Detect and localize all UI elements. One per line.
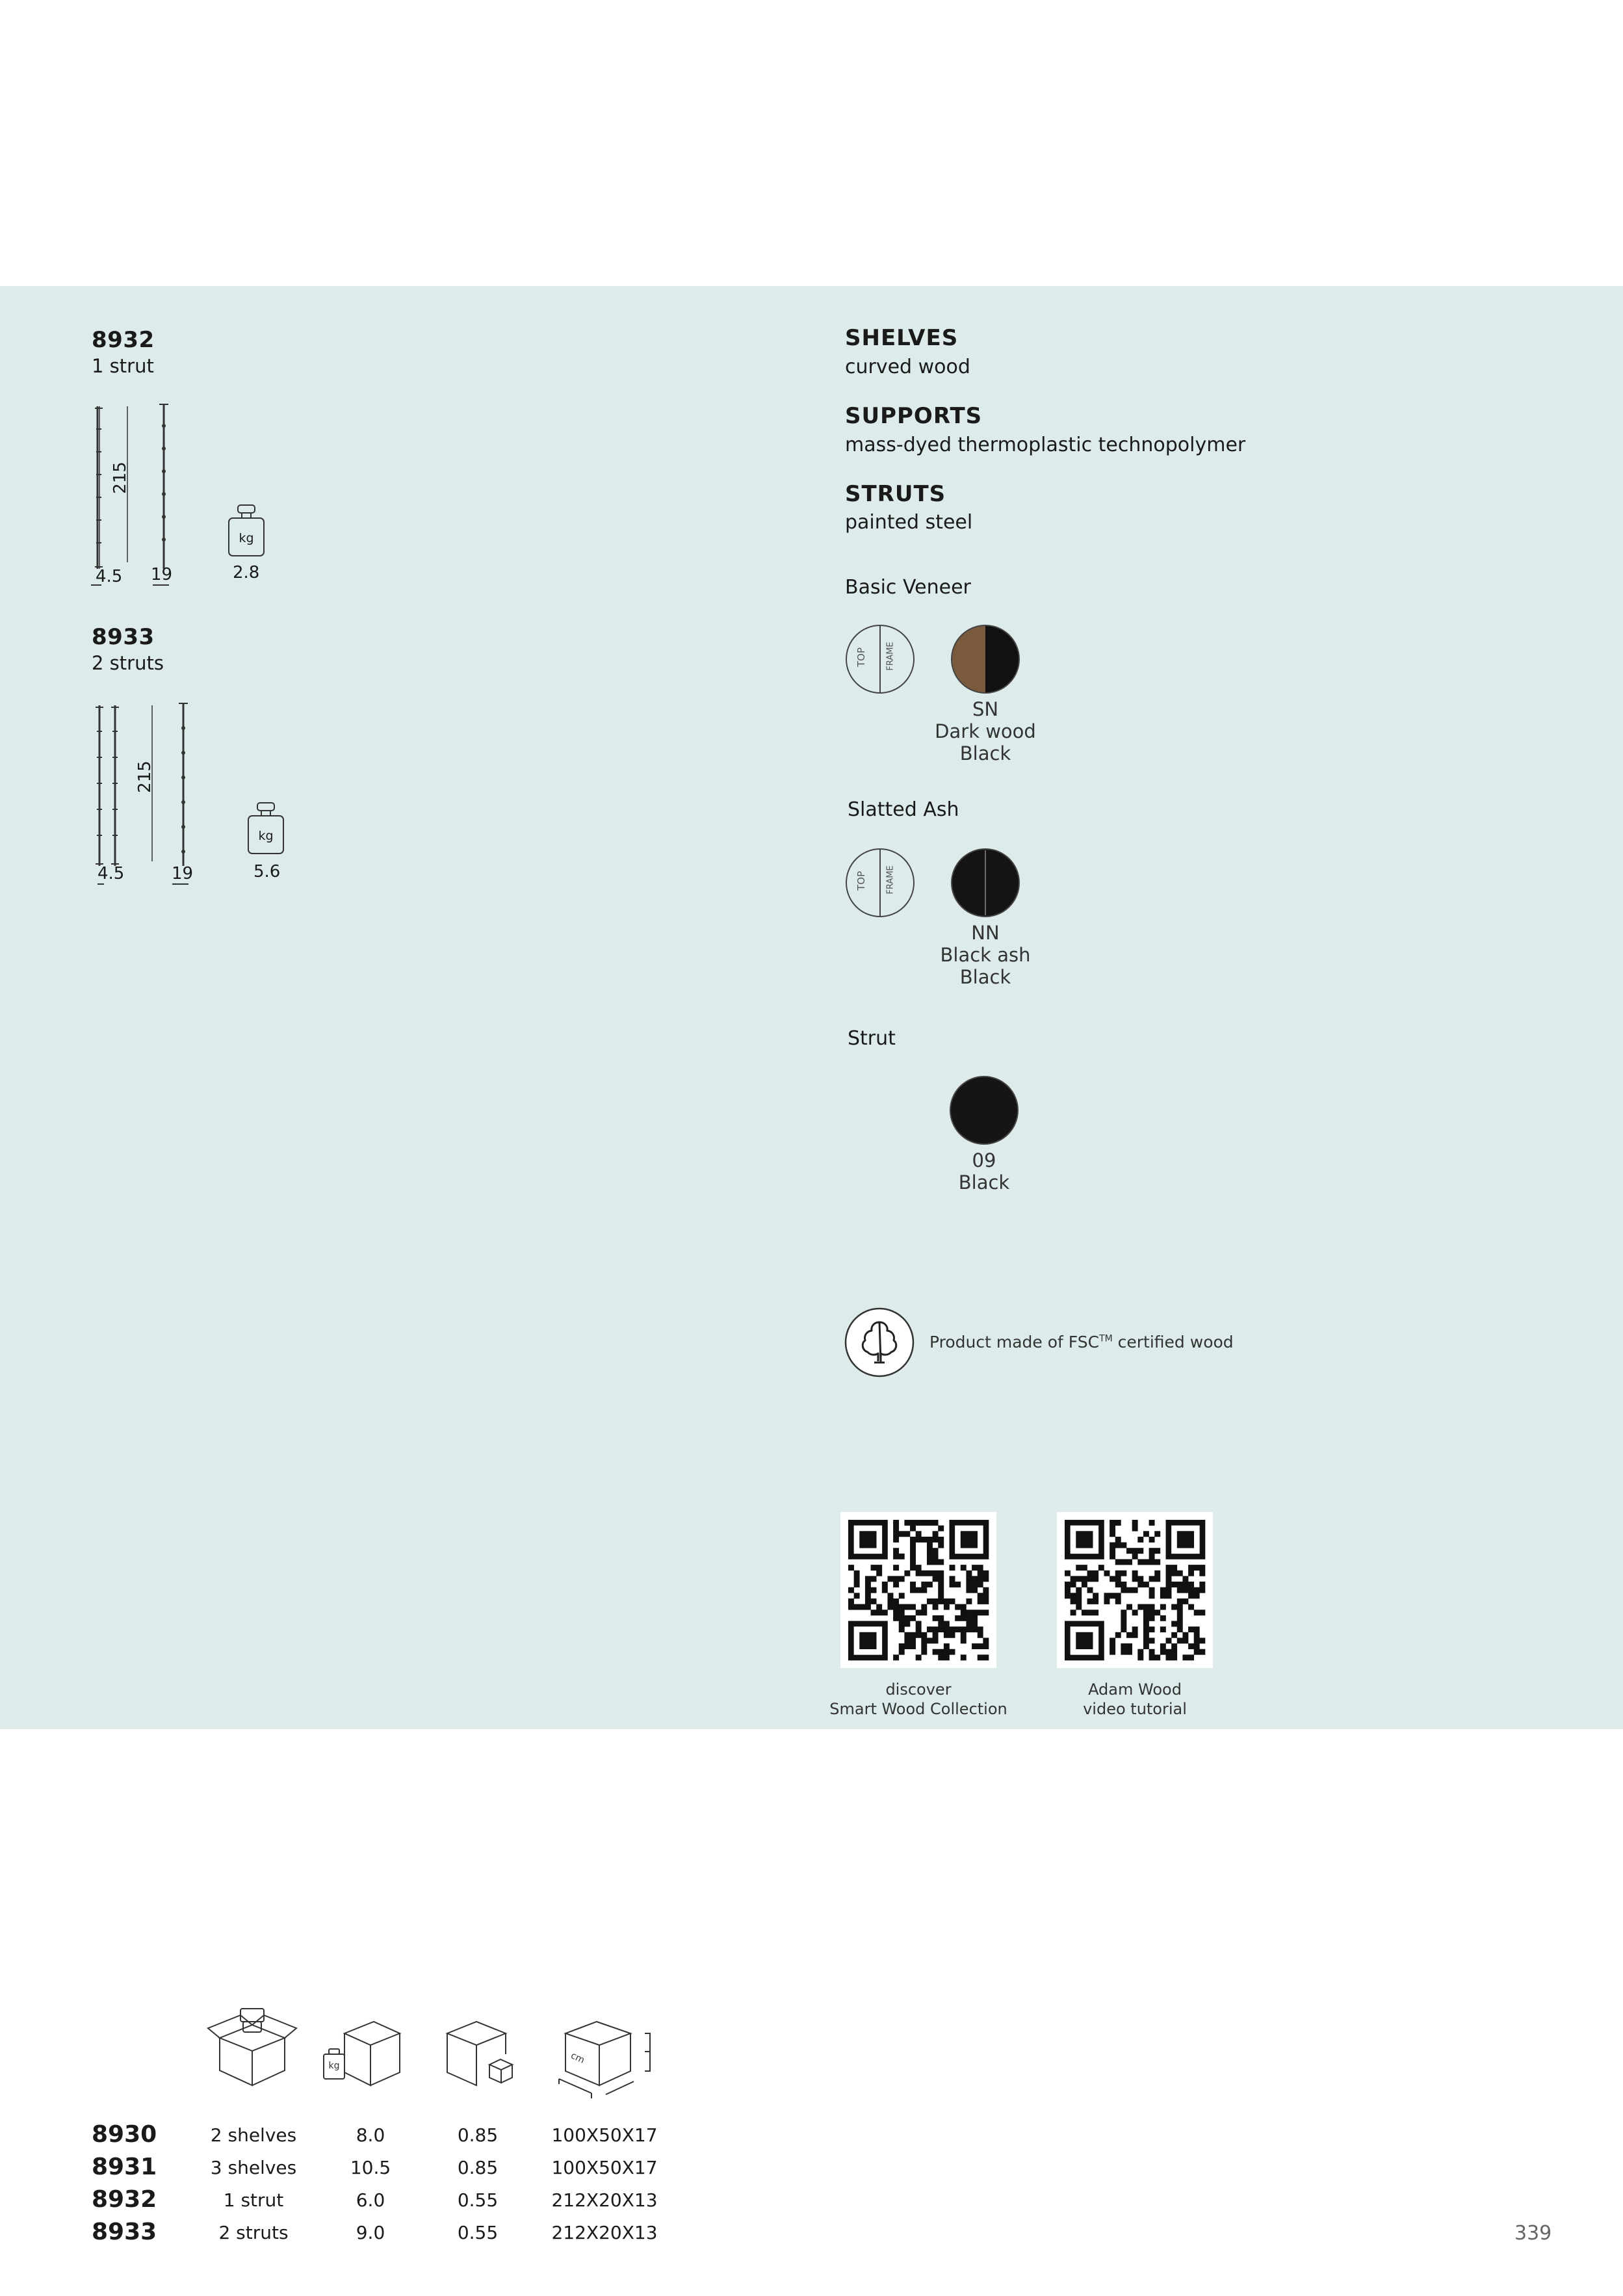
- diameter-label: 4.5: [96, 567, 123, 586]
- package-contents-icon: [207, 2002, 301, 2090]
- table-cell-weight: 9.0: [356, 2222, 385, 2243]
- table-cell-volume: 0.55: [457, 2222, 499, 2243]
- table-row-code: 8931: [92, 2154, 157, 2180]
- width-label: 19: [172, 864, 194, 883]
- table-cell-contents: 3 shelves: [210, 2157, 297, 2178]
- width-label: 19: [151, 565, 173, 584]
- page-number: 339: [1514, 2222, 1552, 2245]
- table-cell-contents: 2 struts: [218, 2222, 289, 2243]
- finish-swatch-nn[interactable]: [950, 848, 1020, 918]
- diameter-label: 4.5: [97, 864, 125, 883]
- material-title: SUPPORTS: [845, 403, 983, 429]
- struts-drawing: [84, 696, 292, 891]
- product-description: 1 strut: [92, 355, 154, 377]
- table-row-code: 8933: [92, 2219, 157, 2245]
- table-cell-dimensions: 100X50X17: [551, 2124, 658, 2146]
- finish-name: Black ash: [940, 944, 1031, 966]
- table-cell-weight: 10.5: [350, 2157, 391, 2178]
- finish-section-title: Basic Veneer: [845, 576, 971, 599]
- height-label: 215: [110, 462, 130, 494]
- table-cell-volume: 0.55: [457, 2189, 499, 2211]
- finish-color: Black: [959, 966, 1011, 988]
- material-title: STRUTS: [845, 481, 946, 507]
- qr-label: discover: [885, 1680, 952, 1699]
- product-code: 8933: [92, 624, 155, 650]
- table-cell-dimensions: 212X20X13: [551, 2189, 658, 2211]
- table-cell-dimensions: 100X50X17: [551, 2157, 658, 2178]
- table-cell-volume: 0.85: [457, 2124, 499, 2146]
- package-weight-icon: kg: [318, 2014, 403, 2092]
- table-cell-contents: 1 strut: [223, 2189, 284, 2211]
- qr-code-collection[interactable]: [840, 1512, 996, 1668]
- finish-code: SN: [972, 698, 999, 720]
- qr-label: video tutorial: [1083, 1700, 1187, 1718]
- table-cell-volume: 0.85: [457, 2157, 499, 2178]
- product-code: 8932: [92, 327, 155, 353]
- material-description: curved wood: [845, 356, 970, 378]
- fsc-statement: Product made of FSC™ certified wood: [929, 1333, 1234, 1351]
- finish-code: 09: [972, 1149, 996, 1171]
- weight-value: 5.6: [253, 862, 281, 881]
- finish-code: NN: [971, 922, 1000, 944]
- qr-code-tutorial[interactable]: [1057, 1512, 1213, 1668]
- package-dimensions-icon: cm: [546, 2014, 660, 2102]
- finish-name: Dark wood: [935, 720, 1036, 742]
- weight-value: 2.8: [233, 563, 260, 582]
- finish-section-title: Strut: [848, 1027, 896, 1050]
- weight-icon: kg: [246, 802, 286, 860]
- package-volume-icon: [441, 2014, 519, 2092]
- table-row-code: 8932: [92, 2186, 157, 2213]
- table-cell-dimensions: 212X20X13: [551, 2222, 658, 2243]
- finish-color: Black: [958, 1171, 1010, 1194]
- table-row-code: 8930: [92, 2121, 157, 2148]
- weight-icon: kg: [226, 504, 266, 562]
- top-frame-icon: TOP FRAME: [845, 848, 915, 918]
- qr-label: Adam Wood: [1088, 1680, 1182, 1699]
- top-frame-icon: TOP FRAME: [845, 624, 915, 694]
- finish-color: Black: [959, 742, 1011, 764]
- finish-swatch-sn[interactable]: [950, 624, 1020, 694]
- table-cell-weight: 8.0: [356, 2124, 385, 2146]
- strut-drawing: [84, 397, 292, 592]
- material-title: SHELVES: [845, 325, 959, 351]
- material-description: painted steel: [845, 511, 973, 534]
- product-description: 2 struts: [92, 652, 164, 674]
- height-label: 215: [135, 761, 155, 793]
- qr-label: Smart Wood Collection: [829, 1700, 1007, 1718]
- table-cell-contents: 2 shelves: [210, 2124, 297, 2146]
- table-cell-weight: 6.0: [356, 2189, 385, 2211]
- tree-icon: [844, 1307, 915, 1378]
- finish-swatch-09[interactable]: [949, 1075, 1019, 1145]
- material-description: mass-dyed thermoplastic technopolymer: [845, 434, 1246, 456]
- finish-section-title: Slatted Ash: [848, 798, 959, 821]
